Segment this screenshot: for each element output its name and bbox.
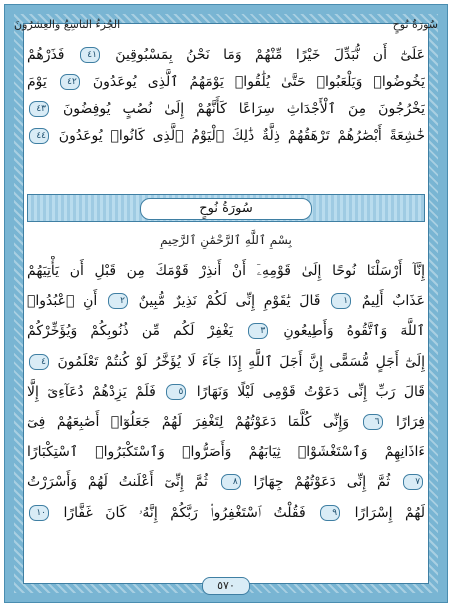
ayah-number-marker: ١ (331, 293, 351, 309)
verse-line: فِرَارًا ٦ وَإِنِّى كُلَّمَا دَعَوْتُهُمْ لِتَغْفِرَ لَهُمْ جَعَلُوٓا۟ أَصَٰبِعَهُمْ فِىٓ (27, 413, 425, 430)
verse-line: عَذَابٌ أَلِيمٌ ١ قَالَ يَٰقَوْمِ إِنِّى لَكُمْ نَذِيرٌ مُّبِينٌ ٢ أَنِ ٱعْبُدُوا۟ (27, 293, 425, 310)
verse-line: عَلَىٰٓ أَن نُّبَدِّلَ خَيْرًا مِّنْهُمْ وَمَا نَحْنُ بِمَسْبُوقِينَ ٤١ فَذَرْهُمْ (27, 47, 425, 63)
ayah-number-marker: ٣ (248, 323, 268, 339)
ayah-number-marker: ٧ (403, 474, 423, 490)
verse-line: خَٰشِعَةً أَبْصَٰرُهُمْ تَرْهَقُهُمْ ذِلَّةٌ ذَٰلِكَ ٱلْيَوْمُ ٱلَّذِى كَانُوا۟ يُوعَدُونَ ٤٤ (27, 123, 425, 150)
ayah-number-marker: ١٠ (29, 505, 49, 521)
ayah-number-marker: ٤٢ (60, 74, 80, 90)
verse-line: لَهُمْ إِسْرَارًا ٩ فَقُلْتُ ٱسْتَغْفِرُوا۟ رَبَّكُمْ إِنَّهُۥ كَانَ غَفَّارًا ١٠ (27, 498, 425, 528)
ayah-number-marker: ٤٤ (29, 128, 49, 144)
ayah-number-marker: ٢ (108, 293, 128, 309)
juz-name-header: الجُزءُ التاسِعُ والعِشرُونَ (14, 17, 121, 31)
verse-line: إِنَّآ أَرْسَلْنَا نُوحًا إِلَىٰ قَوْمِهِۦٓ أَنْ أَنذِرْ قَوْمَكَ مِن قَبْلِ أَن يَأْتِيَهُمْ (27, 263, 425, 279)
surah-title: سُورَةُ نُوحٍ (140, 198, 312, 220)
ayah-number-marker: ٤٣ (29, 101, 49, 117)
verse-line: ٧ ثُمَّ إِنِّى دَعَوْتُهُمْ جِهَارًا ٨ ثُمَّ إِنِّىٓ أَعْلَنتُ لَهُمْ وَأَسْرَرْتُ (27, 467, 425, 497)
verse-line: إِلَىٰٓ أَجَلٍ مُّسَمًّى إِنَّ أَجَلَ ٱللَّهِ إِذَا جَآءَ لَا يُؤَخَّرُ لَوْ كُنتُمْ تَعْلَمُونَ ٤ (27, 347, 425, 377)
top-verse-block (27, 42, 425, 150)
ayah-number-marker: ٨ (221, 474, 241, 490)
verse-line: ءَاذَانِهِمْ وَٱسْتَغْشَوْا۟ ثِيَابَهُمْ وَأَصَرُّوا۟ وَٱسْتَكْبَرُوا۟ ٱسْتِكْبَارًا (27, 444, 425, 461)
verse-line: يَخْرُجُونَ مِنَ ٱلْأَجْدَاثِ سِرَاعًا كَأَنَّهُمْ إِلَىٰ نُصُبٍ يُوفِضُونَ ٤٣ (27, 96, 425, 123)
basmala: بِسْمِ ٱللَّهِ ٱلرَّحْمَٰنِ ٱلرَّحِيمِ (160, 233, 292, 247)
ayah-number-marker: ٩ (320, 505, 340, 521)
verse-line: ٱللَّهَ وَٱتَّقُوهُ وَأَطِيعُونِ ٣ يَغْفِرْ لَكُم مِّن ذُنُوبِكُمْ وَيُؤَخِّرْكُمْ (27, 323, 425, 340)
ayah-number-marker: ٦ (363, 414, 383, 430)
surah-title-banner (27, 194, 425, 222)
ayah-number-marker: ٤١ (80, 47, 100, 63)
verse-line: يَخُوضُوا۟ وَيَلْعَبُوا۟ حَتَّىٰ يُلَٰقُوا۟ يَوْمَهُمُ ٱلَّذِى يُوعَدُونَ ٤٢ يَوْمَ (27, 74, 425, 90)
page-header (14, 14, 438, 34)
surah-name-header: سُورَةُ نُوحٍ (392, 17, 438, 31)
main-verse-block (27, 256, 425, 528)
ayah-number-marker: ٤ (29, 354, 49, 370)
ayah-number-marker: ٥ (166, 384, 186, 400)
page-footer (0, 574, 452, 592)
verse-line: قَالَ رَبِّ إِنِّى دَعَوْتُ قَوْمِى لَيْلًا وَنَهَارًا ٥ فَلَمْ يَزِدْهُمْ دُعَآءِىٓ إِلَّا (27, 383, 425, 400)
page-number: ٥٧٠ (202, 577, 250, 595)
